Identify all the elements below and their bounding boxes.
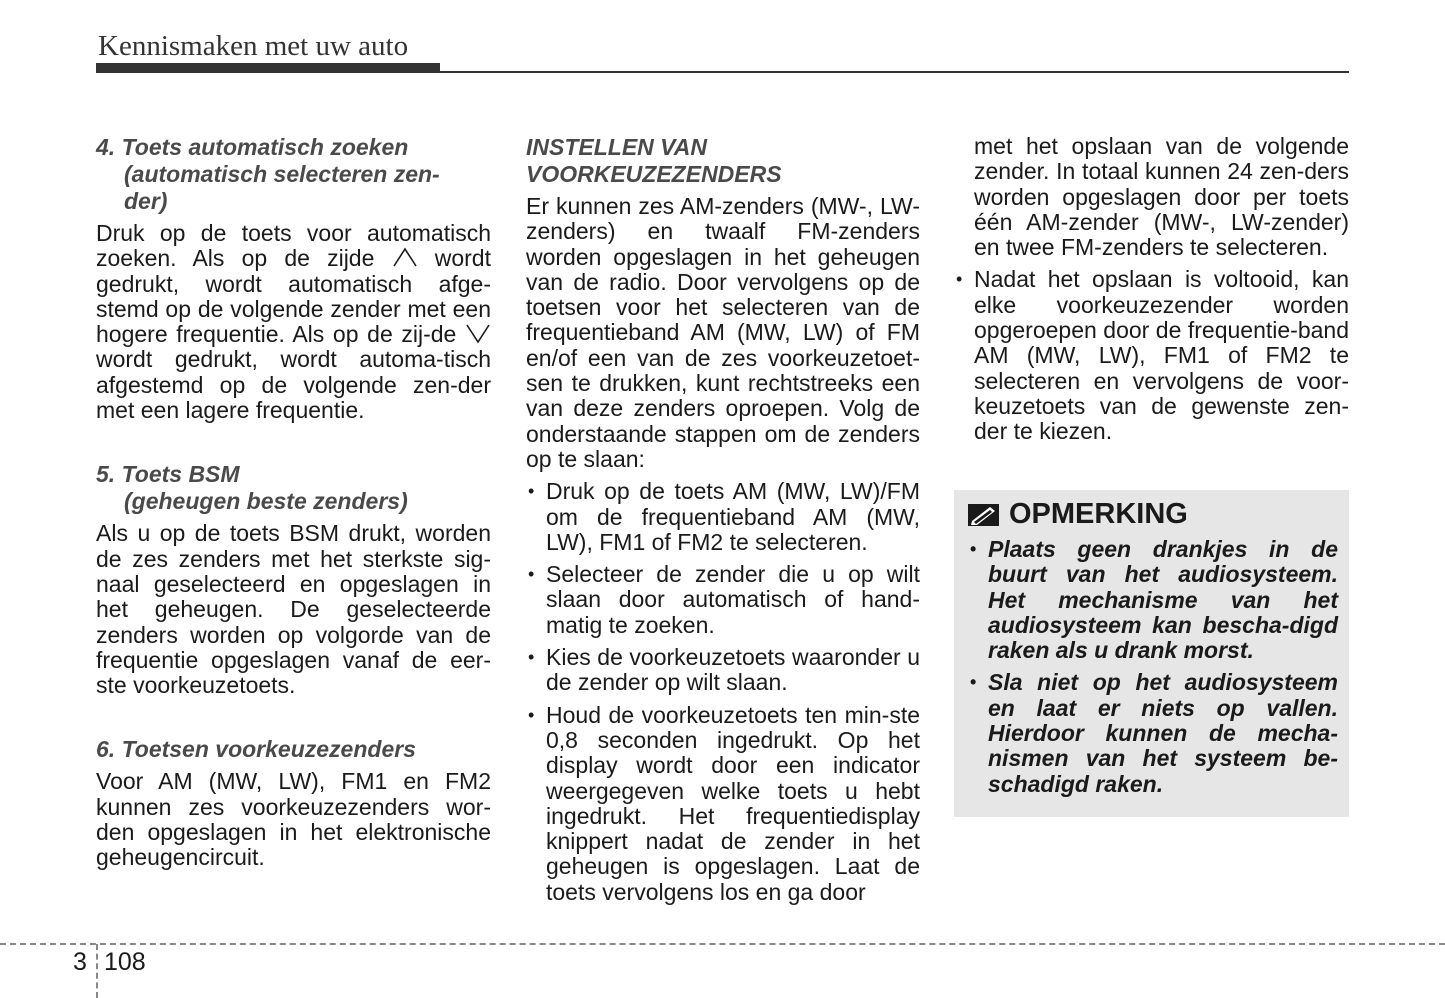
- continued-text: met het opslaan van de volgende zender. In totaal kunnen 24 zen-ders worden opgeslagen door per toets één AM-zender (MW-, LW-zender) en twee FM-zenders te selecteren.: [974, 133, 1349, 261]
- up-arrow-icon: [392, 246, 418, 268]
- section-4-text-c: wordt gedrukt, wordt automa-tisch afgestemd op de volgende zen-der met een lagere frequentie.: [96, 346, 491, 424]
- list-item: • Selecteer de zender die u op wilt slaan door automatisch of hand-matig te zoeken.: [526, 562, 920, 638]
- column-middle: [526, 134, 920, 912]
- section-4-text: [96, 221, 491, 423]
- list-item: • Sla niet op het audiosysteem en laat er niets op vallen. Hierdoor kunnen de mecha-nismen van het systeem be-schadigd raken.: [968, 670, 1338, 796]
- list-item: • Druk op de toets AM (MW, LW)/FM om de frequentieband AM (MW, LW), FM1 of FM2 te selecteren.: [526, 479, 920, 555]
- footer-dashed-line: [0, 943, 1445, 945]
- preset-heading-line1: INSTELLEN VAN: [526, 134, 708, 160]
- column-left: [96, 134, 491, 871]
- section-5-text: Als u op de toets BSM drukt, worden de zes zenders met het sterkste sig-naal geselecteerd en opgeslagen in het geheugen. De geselecteerde zenders worden op volgorde van de frequentie opgeslagen vanaf de eer-ste voorkeuzetoets.: [96, 520, 491, 699]
- note-title-text: OPMERKING: [1009, 498, 1188, 530]
- section-4-heading: [96, 134, 491, 215]
- page-number: 108: [104, 948, 146, 976]
- list-item: • Nadat het opslaan is voltooid, kan elke voorkeuzezender worden opgeroepen door de frequentie-band AM (MW, LW), FM1 of FM2 te selecteren en vervolgens de voor-keuzetoets van de gewenste zen-der te kiezen.: [954, 267, 1349, 444]
- preset-heading-line2: VOORKEUZEZENDERS: [526, 161, 782, 187]
- section-5-heading-line1: 5. Toets BSM: [96, 461, 240, 488]
- page-header-title: Kennismaken met uw auto: [98, 30, 409, 62]
- section-5-heading-line2: (geheugen beste zenders): [124, 488, 408, 515]
- pencil-note-icon: [968, 504, 999, 526]
- list-item: • Plaats geen drankjes in de buurt van het audiosysteem. Het mechanisme van het audiosysteem kan bescha-digd raken als u drank morst.: [968, 537, 1338, 663]
- chapter-number: 3: [73, 948, 87, 976]
- section-4-text-a: Druk op de toets voor automatisch zoeken. Als op de zijde: [96, 220, 491, 272]
- note-list: [968, 537, 1338, 804]
- section-4-heading-line1: 4. Toets automatisch zoeken: [96, 134, 409, 160]
- section-6-text: Voor AM (MW, LW), FM1 en FM2 kunnen zes voorkeuzezenders wor-den opgeslagen in het elektronische geheugencircuit.: [96, 768, 491, 871]
- note-title: [968, 498, 1188, 531]
- down-arrow-icon: [465, 322, 491, 344]
- list-item: • Kies de voorkeuzetoets waaronder u de zender op wilt slaan.: [526, 645, 920, 696]
- note-box: [954, 490, 1349, 817]
- preset-intro: Er kunnen zes AM-zenders (MW-, LW-zenders) en twaalf FM-zenders worden opgeslagen in het geheugen van de radio. Door vervolgens op de toetsen voor het selecteren van de frequentieband AM (MW, LW) of FM en/of een van de zes voorkeuzetoet-sen te drukken, kunt rechtstreeks een van deze zenders oproepen. Volg de onderstaande stappen om de zenders op te slaan:: [526, 193, 920, 472]
- list-item: • Houd de voorkeuzetoets ten min-ste 0,8 seconden ingedrukt. Op het display wordt door een indicator weergegeven welke toets u hebt ingedrukt. Het frequentiedisplay knippert nadat de zender in het geheugen is opgeslagen. Laat de toets vervolgens los en ga door: [526, 703, 920, 905]
- column-right: [954, 134, 1349, 452]
- section-5-heading: [96, 461, 491, 515]
- section-4-heading-line2: (automatisch selecteren zen-: [124, 161, 440, 187]
- header-rule: [96, 71, 1349, 73]
- section-4-text-b: wordt gedrukt, wordt automatisch afge-stemd op de volgende zender met een hogere frequentie. Als op de zij-de: [96, 245, 491, 348]
- preset-steps-list: [526, 479, 920, 905]
- right-bullets: [954, 267, 1349, 444]
- section-4-heading-line3: der): [124, 188, 168, 214]
- footer-dashed-divider: [96, 944, 98, 998]
- section-6-heading: 6. Toetsen voorkeuzezenders: [96, 736, 416, 763]
- preset-heading: [526, 134, 920, 188]
